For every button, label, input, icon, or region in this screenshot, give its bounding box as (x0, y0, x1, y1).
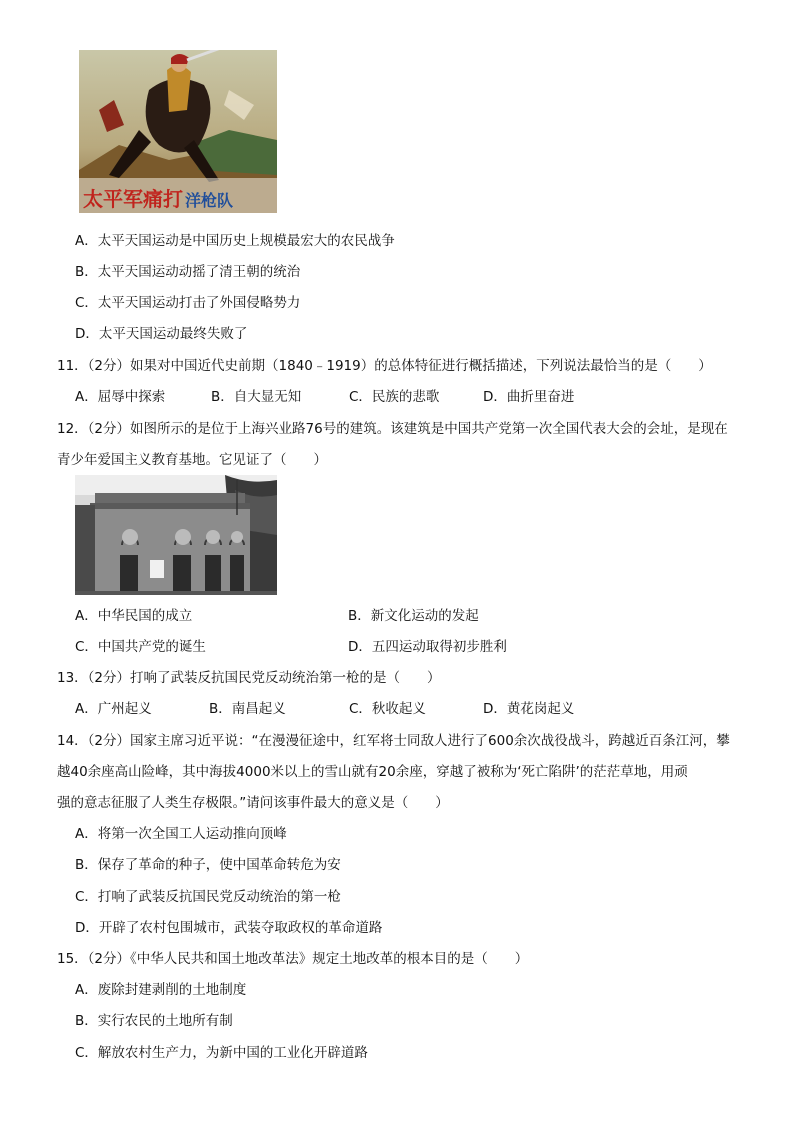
q14-stem-line1: 14．（2分）国家主席习近平说：“在漫漫征途中，红军将士同敌人进行了600余次战役战斗，跨越近百条江河，攀 (57, 733, 730, 749)
q14-stem-line3: 强的意志征服了人类生存极限。”请问该事件最大的意义是（ ） (57, 795, 449, 811)
q14-stem-line2: 越40余座高山险峰，其中海拔4000米以上的雪山就有20余座，穿越了被称为‘死亡陷阱’的茫茫草地，用顽 (57, 764, 688, 780)
q13-stem: 13．（2分）打响了武装反抗国民党反动统治第一枪的是（ ） (57, 670, 441, 686)
taiping-army-image (79, 50, 277, 213)
q11-option-c: C．民族的悲歌 (349, 389, 440, 405)
q11-option-d: D．曲折里奋进 (483, 389, 575, 405)
q11-options (75, 387, 574, 407)
congress-building-image (75, 475, 277, 595)
q11-stem: 11．（2分）如果对中国近代史前期（1840﹣1919）的总体特征进行概括描述，下列说法最恰当的是（ ） (57, 358, 712, 374)
image-caption-sub: 洋枪队 (185, 191, 234, 210)
q15-option-a: A．废除封建剥削的土地制度 (75, 982, 247, 998)
q13-options (75, 699, 574, 719)
q14-option-a: A．将第一次全国工人运动推向顶峰 (75, 826, 287, 842)
taiping-army-illustration (79, 50, 277, 213)
q14-option-c: C．打响了武装反抗国民党反动统治的第一枪 (75, 889, 341, 905)
q12-option-d: D．五四运动取得初步胜利 (348, 639, 507, 655)
q10-option-c: C．太平天国运动打击了外国侵略势力 (75, 295, 301, 311)
image-caption-main: 太平军痛打 (83, 187, 183, 211)
q12-stem-line2: 青少年爱国主义教育基地。它见证了（ ） (57, 452, 327, 468)
q13-option-d: D．黄花岗起义 (483, 701, 575, 717)
q13-option-a: A．广州起义 (75, 701, 152, 717)
q12-option-c: C．中国共产党的诞生 (75, 639, 206, 655)
q11-option-b: B．自大显无知 (211, 389, 302, 405)
q10-option-b: B．太平天国运动动摇了清王朝的统治 (75, 264, 301, 280)
q12-option-a: A．中华民国的成立 (75, 608, 193, 624)
congress-building-photo (75, 475, 277, 595)
q14-option-d: D．开辟了农村包围城市，武装夺取政权的革命道路 (75, 920, 383, 936)
q15-stem: 15．（2分）《中华人民共和国土地改革法》规定土地改革的根本目的是（ ） (57, 951, 529, 967)
q10-option-a: A．太平天国运动是中国历史上规模最宏大的农民战争 (75, 233, 395, 249)
q12-stem-line1: 12．（2分）如图所示的是位于上海兴业路76号的建筑。该建筑是中国共产党第一次全国代表大会的会址，是现在 (57, 421, 728, 437)
q13-option-b: B．南昌起义 (209, 701, 286, 717)
q10-option-d: D．太平天国运动最终失败了 (75, 326, 248, 342)
q14-option-b: B．保存了革命的种子，使中国革命转危为安 (75, 857, 341, 873)
q15-option-b: B．实行农民的土地所有制 (75, 1013, 233, 1029)
q13-option-c: C．秋收起义 (349, 701, 426, 717)
q11-option-a: A．屈辱中探索 (75, 389, 166, 405)
q12-option-b: B．新文化运动的发起 (348, 608, 479, 624)
q15-option-c: C．解放农村生产力，为新中国的工业化开辟道路 (75, 1045, 368, 1061)
